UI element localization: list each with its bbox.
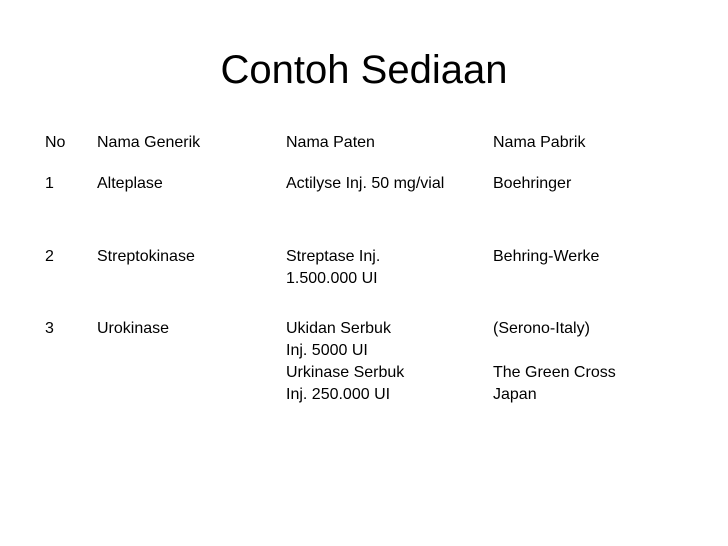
row-2-paten xyxy=(286,246,380,290)
row-3-pabrik-line: (Serono-Italy) xyxy=(493,320,590,337)
row-3-pabrik-line: The Green Cross xyxy=(493,364,616,381)
row-3-paten-line: Inj. 5000 UI xyxy=(286,342,368,359)
row-3-generik: Urokinase xyxy=(97,320,170,337)
row-2-paten-line: Streptase Inj. xyxy=(286,248,381,265)
row-1-no: 1 xyxy=(45,175,54,192)
row-1-pabrik xyxy=(493,173,571,195)
row-1-generik: Alteplase xyxy=(97,175,163,192)
row-2-pabrik-line: Behring-Werke xyxy=(493,248,600,265)
row-2-no: 2 xyxy=(45,248,54,265)
row-2-paten-line: 1.500.000 UI xyxy=(286,270,378,287)
header-nama-pabrik: Nama Pabrik xyxy=(493,134,586,151)
header-nama-paten: Nama Paten xyxy=(286,134,375,151)
header-no: No xyxy=(45,134,66,151)
row-3-pabrik-line: Japan xyxy=(493,386,537,403)
row-3-paten-line: Inj. 250.000 UI xyxy=(286,386,391,403)
header-nama-generik: Nama Generik xyxy=(97,134,201,151)
row-3-pabrik-line xyxy=(493,340,616,362)
row-2-generik: Streptokinase xyxy=(97,248,195,265)
row-1-paten-line: Actilyse Inj. 50 mg/vial xyxy=(286,175,445,192)
row-3-no: 3 xyxy=(45,320,54,337)
row-3-pabrik xyxy=(493,318,616,406)
row-3-paten xyxy=(286,318,404,406)
row-1-paten xyxy=(286,173,444,195)
slide-title: Contoh Sediaan xyxy=(220,48,508,92)
row-3-paten-line: Urkinase Serbuk xyxy=(286,364,405,381)
row-2-pabrik xyxy=(493,246,599,268)
row-3-paten-line: Ukidan Serbuk xyxy=(286,320,391,337)
row-1-pabrik-line: Boehringer xyxy=(493,175,572,192)
